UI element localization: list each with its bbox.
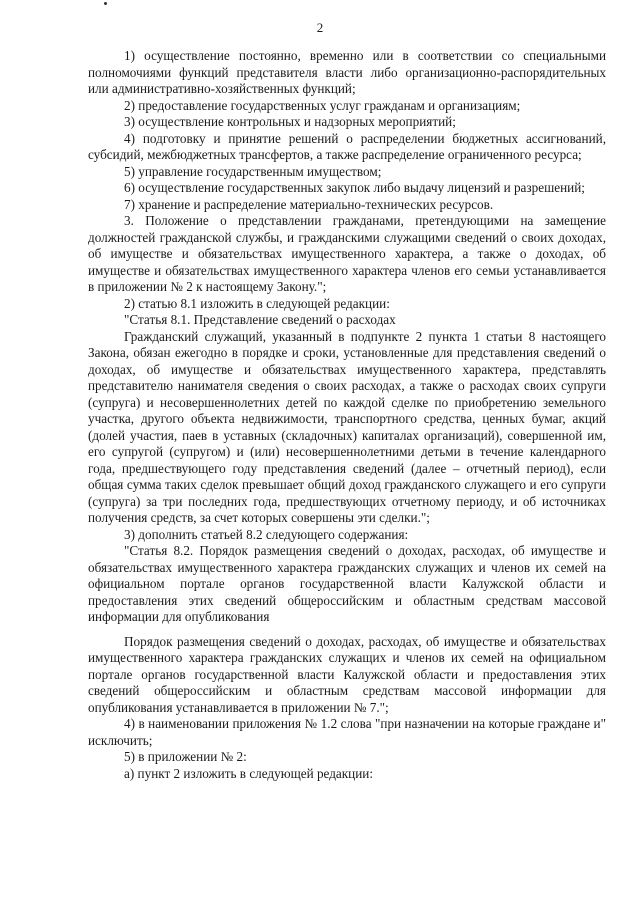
paragraph-11: Гражданский служащий, указанный в подпункте 2 пункта 1 статьи 8 настоящего Закона, обязан ежегодно в порядке и сроки, установленные для представления сведений о доходах, об имуществе и обязательствах имущественного характера, представлять представителю нанимателя сведения о своих расходах, а также о расходах своих супруги (супруга) и несовершеннолетних детей по каждой сделке по приобретению земельного участка, другого объекта недвижимости, транспортного средства, ценных бумаг, акций (долей участия, паев в уставных (складочных) капиталах организаций), совершенной им, его супругой (супругом) и (или) несовершеннолетними детьми в течение календарного года, предшествующего году представления сведений (далее – отчетный период), если общая сумма таких сделок превышает общий доход гражданского служащего и его супруги (супруга) за три последних года, предшествующих отчетному периоду, и об источниках получения средств, за счет которых совершены эти сделки."; bbox=[88, 328, 606, 525]
paragraph-9: 2) статью 8.1 изложить в следующей редакции: bbox=[124, 295, 390, 311]
scan-speck bbox=[104, 2, 107, 5]
paragraph-7: 7) хранение и распределение материально-технических ресурсов. bbox=[124, 196, 494, 212]
document-body bbox=[88, 48, 606, 782]
paragraph-4: 4) подготовку и принятие решений о распределении бюджетных ассигнований, субсидий, межбюджетных трансфертов, а также распределение ограниченного ресурса; bbox=[88, 130, 606, 162]
paragraph-6: 6) осуществление государственных закупок либо выдачу лицензий и разрешений; bbox=[124, 180, 585, 195]
paragraph-1: 1) осуществление постоянно, временно или в соответствии со специальными полномочиями функций представителя власти либо организационно-распорядительных или административно-хозяйственных функций; bbox=[88, 48, 606, 96]
paragraph-12: 3) дополнить статьей 8.2 следующего содержания: bbox=[124, 526, 409, 542]
article-heading-8-2: "Статья 8.2. Порядок размещения сведений о доходах, расходах, об имуществе и обязательствах имущественного характера гражданских служащих и членов их семей на официальном портале органов государственной власти Калужской области и предоставления этих сведений общероссийским и областным средствам массовой информации для опубликования bbox=[88, 543, 606, 624]
paragraph-gap bbox=[88, 626, 606, 634]
paragraph-15: 4) в наименовании приложения № 1.2 слова "при назначении на которые граждане и" исключить; bbox=[88, 716, 606, 748]
paragraph-2: 2) предоставление государственных услуг гражданам и организациям; bbox=[124, 97, 521, 113]
paragraph-3: 3) осуществление контрольных и надзорных мероприятий; bbox=[124, 114, 456, 129]
paragraph-14: Порядок размещения сведений о доходах, расходах, об имуществе и обязательствах имущественного характера гражданских служащих и членов их семей на официальном портале органов государственной власти Калужской области и предоставления этих сведений общероссийским и областным средствам массовой информации для опубликования устанавливается в приложении № 7."; bbox=[88, 633, 606, 715]
article-heading-8-1: "Статья 8.1. Представление сведений о расходах bbox=[124, 312, 396, 327]
paragraph-8: 3. Положение о представлении гражданами, претендующими на замещение должностей гражданской службы, и гражданскими служащими сведений о своих доходах, об имуществе и обязательствах имущественного характера, а также о доходах, об имуществе и обязательствах имущественного характера членов его семьи устанавливается в приложении № 2 к настоящему Закону."; bbox=[88, 213, 606, 294]
paragraph-5: 5) управление государственным имуществом; bbox=[124, 163, 382, 179]
paragraph-17: а) пункт 2 изложить в следующей редакции: bbox=[124, 765, 374, 781]
paragraph-16: 5) в приложении № 2: bbox=[124, 749, 247, 764]
page-number: 2 bbox=[316, 20, 324, 35]
